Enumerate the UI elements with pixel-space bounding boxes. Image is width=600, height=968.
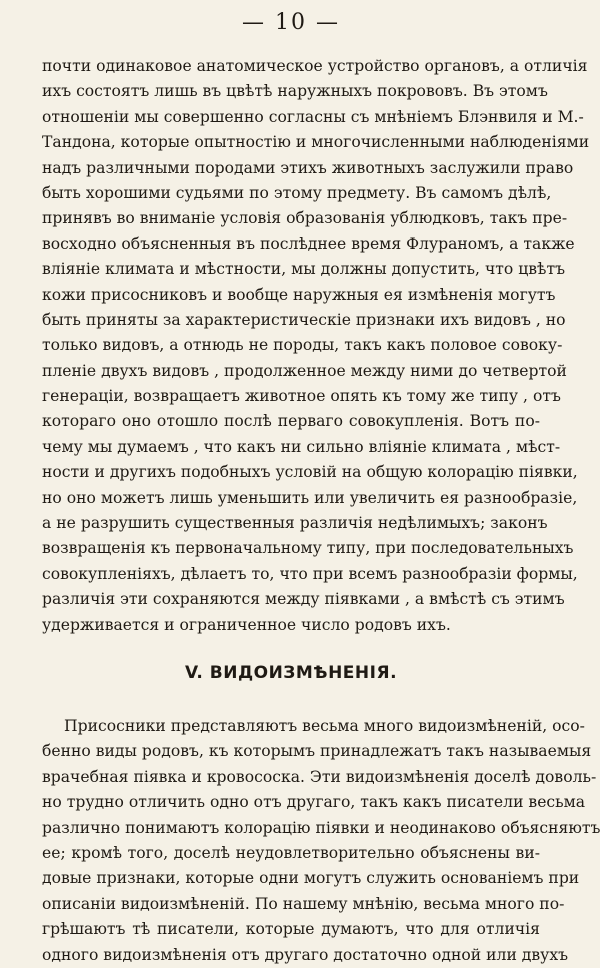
text-line: быть приняты за характеристическіе признаки ихъ видовъ , но xyxy=(42,310,566,329)
text-line: совокупленіяхъ, дѣлаетъ то, что при всемъ разнообразіи формы, xyxy=(42,564,578,583)
text-line: одного видоизмѣненія отъ другаго достаточно одной или двухъ xyxy=(42,945,569,964)
text-line: возвращенія къ первоначальному типу, при последовательныхъ xyxy=(42,539,574,558)
text-line: ности и другихъ подобныхъ условій на общую колорацію піявки, xyxy=(42,463,578,482)
text-line: отношеніи мы совершенно согласны съ мнѣніемъ Блэнвиля и М.- xyxy=(42,107,584,126)
text-line: почти одинаковое анатомическое устройство органовъ, а отличія xyxy=(42,57,588,75)
text-line: довые признаки, которые одни могутъ служить основаніемъ при xyxy=(42,869,580,888)
text-line: котораго оно отошло послѣ перваго совокупленія. Вотъ по- xyxy=(42,412,540,431)
text-line: надъ различными породами этихъ животныхъ заслужили право xyxy=(42,158,574,177)
text-line: пленіе двухъ видовъ , продолженное между ними до четвертой xyxy=(42,361,567,380)
text-line: чему мы думаемъ , что какъ ни сильно вліяніе климата , мѣст- xyxy=(42,437,561,456)
text-line: только видовъ, а отнюдь не породы, такъ какъ половое совоку- xyxy=(42,336,563,355)
text-line: но оно можетъ лишь уменьшить или увеличить ея разнообразіе, xyxy=(42,488,578,507)
text-line: удерживается и ограниченное число родовъ ихъ. xyxy=(42,615,451,634)
text-line: а не разрушить существенныя различія недѣлимыхъ; законъ xyxy=(42,514,548,533)
text-line: описаніи видоизмѣненій. По нашему мнѣнію, весьма много по- xyxy=(42,894,565,913)
section-heading: V. ВИДОИЗМѢНЕНІЯ. xyxy=(184,662,398,683)
text-line: кожи присосниковъ и вообще наружныя ея измѣненія могутъ xyxy=(42,285,556,304)
text-line: принявъ во вниманіе условія образованія ублюдковъ, такъ пре- xyxy=(42,209,568,228)
text-line: врачебная піявка и кровососка. Эти видоизмѣненія доселѣ доволь- xyxy=(42,767,597,786)
text-line: Тандона, которые опытностію и многочисленными наблюденіями xyxy=(42,133,590,152)
text-line: Присосники представляютъ весьма много видоизмѣненій, осо- xyxy=(64,716,585,735)
text-line: ихъ состоятъ лишь въ цвѣтѣ наружныхъ покрововъ. Въ этомъ xyxy=(42,82,548,101)
page-number: — 10 — xyxy=(242,10,340,35)
text-line: восходно объясненныя въ послѣднее время Флураномъ, а также xyxy=(42,234,575,253)
text-line: быть хорошими судьями по этому предмету. Въ самомъ дѣлѣ, xyxy=(42,183,552,202)
text-line: ее; кромѣ того, доселѣ неудовлетворительно объяснены ви- xyxy=(42,843,540,862)
text-line: грѣшаютъ тѣ писатели, которые думаютъ, что для отличія xyxy=(42,920,540,939)
paragraph-1 xyxy=(42,54,590,638)
text-line: бенно виды родовъ, къ которымъ принадлежатъ такъ называемыя xyxy=(42,742,592,761)
text-line: вліяніе климата и мѣстности, мы должны допустить, что цвѣтъ xyxy=(42,260,565,279)
text-line: различія эти сохраняются между піявками , а вмѣстѣ съ этимъ xyxy=(42,590,565,609)
text-line: различно понимаютъ колорацію піявки и неодинаково объясняютъ xyxy=(42,818,600,837)
text-line: но трудно отличить одно отъ другаго, такъ какъ писатели весьма xyxy=(42,793,586,812)
text-line: генераціи, возвращаетъ животное опять къ тому же типу , отъ xyxy=(42,387,561,406)
paragraph-2 xyxy=(42,714,600,968)
